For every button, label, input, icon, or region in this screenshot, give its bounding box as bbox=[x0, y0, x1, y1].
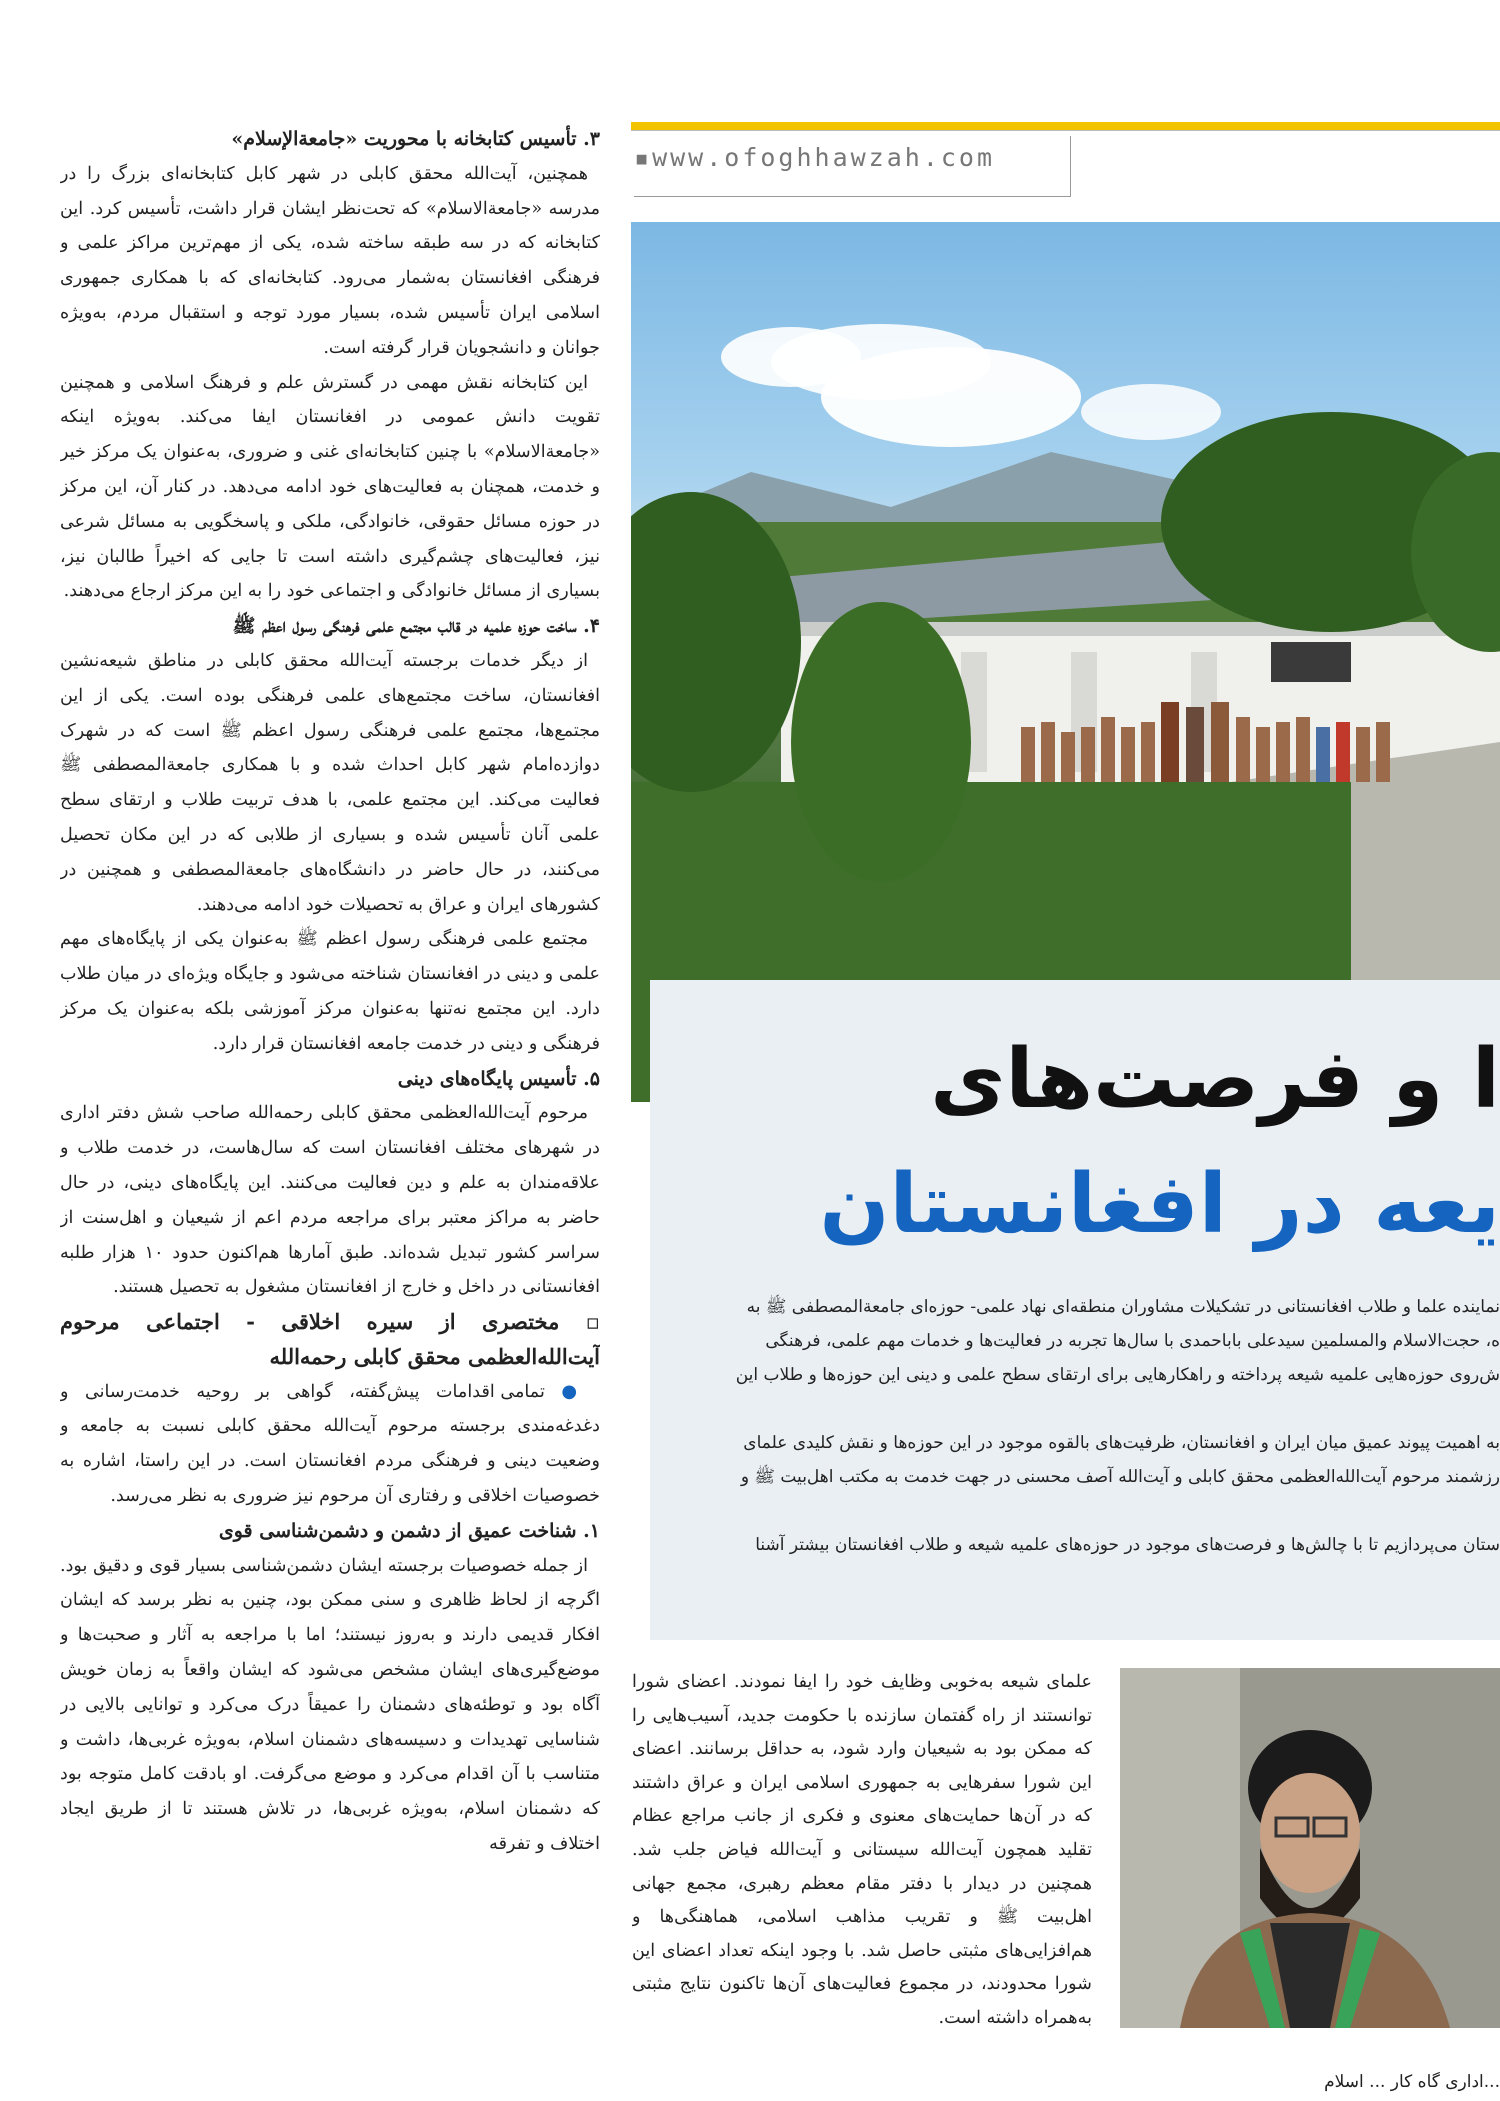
lead-line: نماینده علما و طلاب افغانستانی در تشکیلات مشاوران منطقه‌ای نهاد علمی- حوزه‌ای جامعة‌المصطفی ﷺ به bbox=[746, 1297, 1500, 1317]
paragraph: همچنین، آیت‌الله محقق کابلی در شهر کابل کتابخانه‌ای بزرگ را در مدرسه «جامعة‌الاسلام» که تحت‌نظر ایشان قرار داشت، تأسیس کرد. این کتابخانه که در سه طبقه ساخته شده، یکی از مهم‌ترین مراکز علمی و فرهنگی افغانستان به‌شمار می‌رود. کتابخانه‌ای که با همکاری جمهوری اسلامی ایران تأسیس شده، بسیار مورد توجه و استقبال مردم، به‌ویژه جوانان و دانشجویان قرار گرفته است. bbox=[60, 163, 600, 358]
lead-line: ستان می‌پردازیم تا با چالش‌ها و فرصت‌های موجود در حوزه‌های علمیه شیعه و طلاب افغانستان بیشتر آشنا bbox=[755, 1535, 1500, 1555]
lead-line: ش‌روی حوزه‌هایی علمیه شیعه پرداخته و راهکارهایی برای ارتقای سطح علمی و دینی این حوزه‌ها و طلاب این bbox=[735, 1365, 1500, 1385]
site-url[interactable]: ▪www.ofoghhawzah.com bbox=[634, 143, 996, 172]
photo-illustration bbox=[631, 222, 1500, 1102]
lead-line: به اهمیت پیوند عمیق میان ایران و افغانستان، ظرفیت‌های بالقوه موجود در این حوزه‌ها و نقش کلیدی علمای bbox=[743, 1433, 1500, 1453]
paragraph: علمای شیعه به‌خوبی وظایف خود را ایفا نمودند. اعضای شورا توانستند از راه گفتمان سازنده با حکومت جدید، آسیب‌هایی را که ممکن بود به شیعیان وارد شود، به حداقل برسانند. اعضای این شورا سفرهایی به جمهوری اسلامی ایران و عراق داشتند که در آن‌ها حمایت‌های معنوی و فکری از جانب مراجع عظام تقلید همچون آیت‌الله سیستانی و آیت‌الله فیاض جلب شد. همچنین در دیدار با دفتر مقام معظم رهبری، مجمع جهانی اهل‌بیت ﷺ و تقریب مذاهب اسلامی، هماهنگی‌ها و هم‌افزایی‌های مثبتی حاصل شد. با وجود اینکه تعداد اعضای این شورا محدودند، در مجموع فعالیت‌های آن‌ها تاکنون نتایج مثبتی به‌همراه داشته است. bbox=[632, 1672, 1092, 2028]
site-url-box bbox=[634, 136, 1071, 197]
headline-panel bbox=[650, 980, 1500, 1640]
paragraph: از جمله خصوصیات برجسته ایشان دشمن‌شناسی بسیار قوی و دقیق بود. اگرچه از لحاظ ظاهری و سنی ممکن بود، چنین به نظر برسد که ایشان افکار قدیمی دارند و به‌روز نیستند؛ اما با مراجعه به آثار و صحبت‌ها و موضع‌گیری‌های ایشان مشخص می‌شود که ایشان واقعاً به زمان خویش آگاه بود و توطئه‌های دشمنان را عمیقاً درک می‌کرد و توانایی بالایی در شناسایی تهدیدات و دسیسه‌های دشمنان اسلام، به‌ویژه غربی‌ها، داشت و متناسب با آن اقدام می‌کرد و موضع می‌گرفت. او بادقت کامل متوجه بود که دشمنان اسلام، به‌ویژه غربی‌ها، در تلاش هستند تا از طریق ایجاد اختلاف و تفرقه bbox=[60, 1555, 600, 1855]
portrait-photo bbox=[1120, 1668, 1500, 2028]
section-heading-enemy: ۱. شناخت عمیق از دشمن و دشمن‌شناسی قوی bbox=[218, 1519, 600, 1542]
headline-line-2: یعه در افغانستان bbox=[819, 1157, 1500, 1252]
paragraph: مرحوم آیت‌الله‌العظمی محقق کابلی رحمه‌الله صاحب شش دفتر اداری در شهرهای مختلف افغانستان است که سال‌هاست، در خدمت طلاب و علاقه‌مندان به علم و دین فعالیت می‌کنند. این پایگاه‌های دینی، در حال حاضر به مراکز معتبر برای مراجعه مردم اعم از شیعیان و اهل‌سنت از سراسر کشور تبدیل شده‌اند. طبق آمارها هم‌اکنون حدود ۱۰ هزار طلبه افغانستانی در داخل و خارج از افغانستان مشغول به تحصیل هستند. bbox=[60, 1103, 600, 1298]
divider bbox=[631, 130, 1500, 131]
lead-text bbox=[650, 1290, 1500, 1620]
paragraph: این کتابخانه نقش مهمی در گسترش علم و فرهنگ اسلامی و همچنین تقویت دانش عمومی در افغانستان ایفا می‌کند. به‌ویژه اینکه «جامعة‌الاسلام» با چنین کتابخانه‌ای غنی و ضروری، به‌عنوان یک مرکز خیر و خدمت، همچنان به فعالیت‌های خود ادامه می‌دهد. در کنار آن، این مرکز در حوزه مسائل حقوقی، خانوادگی، ملکی و پاسخگویی به مسائل شرعی نیز، فعالیت‌های چشم‌گیری داشته است تا جایی که اخیراً طالبان نیز، بسیاری از مسائل خانوادگی و اجتماعی خود را به این مرکز ارجاع می‌دهند. bbox=[60, 372, 600, 602]
paragraph: از دیگر خدمات برجسته آیت‌الله محقق کابلی در مناطق شیعه‌نشین افغانستان، ساخت مجتمع‌های علمی فرهنگی بوده است. یکی از این مجتمع‌ها، مجتمع علمی فرهنگی رسول اعظم ﷺ است که در شهرک دوازده‌امام شهر کابل احداث شده و با همکاری جامعة‌المصطفی ﷺ فعالیت می‌کند. این مجتمع علمی، با هدف تربیت طلاب و ارتقای سطح علمی آنان تأسیس شده و بسیاری از طلابی که در این مکان تحصیل می‌کنند، در حال حاضر در دانشگاه‌های جامعة‌المصطفی و همچنین در کشورهای ایران و عراق به تحصیلات خود ادامه می‌دهند. bbox=[60, 650, 600, 915]
middle-article-column bbox=[632, 1666, 1092, 2101]
group-photo bbox=[631, 222, 1500, 1102]
portrait-illustration bbox=[1120, 1668, 1500, 2028]
accent-bar bbox=[631, 122, 1500, 130]
section-heading-library: ۳. تأسیس کتابخانه با محوریت «جامعة‌الإسلام» bbox=[231, 128, 600, 150]
section-heading-seminary: ۴. ساخت حوزه علمیه در قالب مجتمع علمی فرهنگی رسول اعظم ﷺ bbox=[232, 615, 600, 638]
section-heading-religious-bases: ۵. تأسیس پایگاه‌های دینی bbox=[397, 1067, 600, 1090]
headline-line-1: ا و فرصت‌های bbox=[930, 1032, 1500, 1127]
lead-line: ه، حجت‌الاسلام والمسلمین سیدعلی باباحمدی با سال‌ها تجربه در فعالیت‌ها و خدمات مهم علمی، فرهنگی bbox=[765, 1331, 1500, 1351]
lead-line: رزشمند مرحوم آیت‌الله‌العظمی محقق کابلی و آیت‌الله آصف محسنی در جهت خدمت به مکتب اهل‌بیت ﷺ و bbox=[740, 1467, 1500, 1487]
section-heading-biography: ▫ مختصری از سیره اخلاقی - اجتماعی مرحوم آیت‌الله‌العظمی محقق کابلی رحمه‌الله bbox=[60, 1309, 600, 1369]
paragraph-bullet bbox=[60, 1375, 600, 1514]
paragraph: مجتمع علمی فرهنگی رسول اعظم ﷺ به‌عنوان یکی از پایگاه‌های مهم علمی و دینی در افغانستان شناخته می‌شود و جایگاه ویژه‌ای در میان طلاب دارد. این مجتمع نه‌تنها به‌عنوان مرکز آموزشی بلکه به‌عنوان یک مرکز فرهنگی و دینی در خدمت جامعه افغانستان قرار دارد. bbox=[60, 929, 600, 1054]
paragraph-text: تمامی اقدامات پیش‌گفته، گواهی بر روحیه خدمت‌رسانی و دغدغه‌مندی برجسته مرحوم آیت‌الله محقق کابلی نسبت به جامعه و وضعیت دینی و فرهنگی مردم افغانستان است. در این راستا، اشاره به خصوصیات اخلاقی و رفتاری آن مرحوم نیز ضروری به نظر می‌رسد. bbox=[60, 1381, 600, 1507]
caption: ...اداری گاه کار ... اسلام bbox=[1324, 2072, 1500, 2092]
left-article-column bbox=[60, 122, 600, 2097]
bullet-dot-icon: ● bbox=[544, 1380, 588, 1402]
site-url-text: www.ofoghhawzah.com bbox=[652, 143, 996, 172]
